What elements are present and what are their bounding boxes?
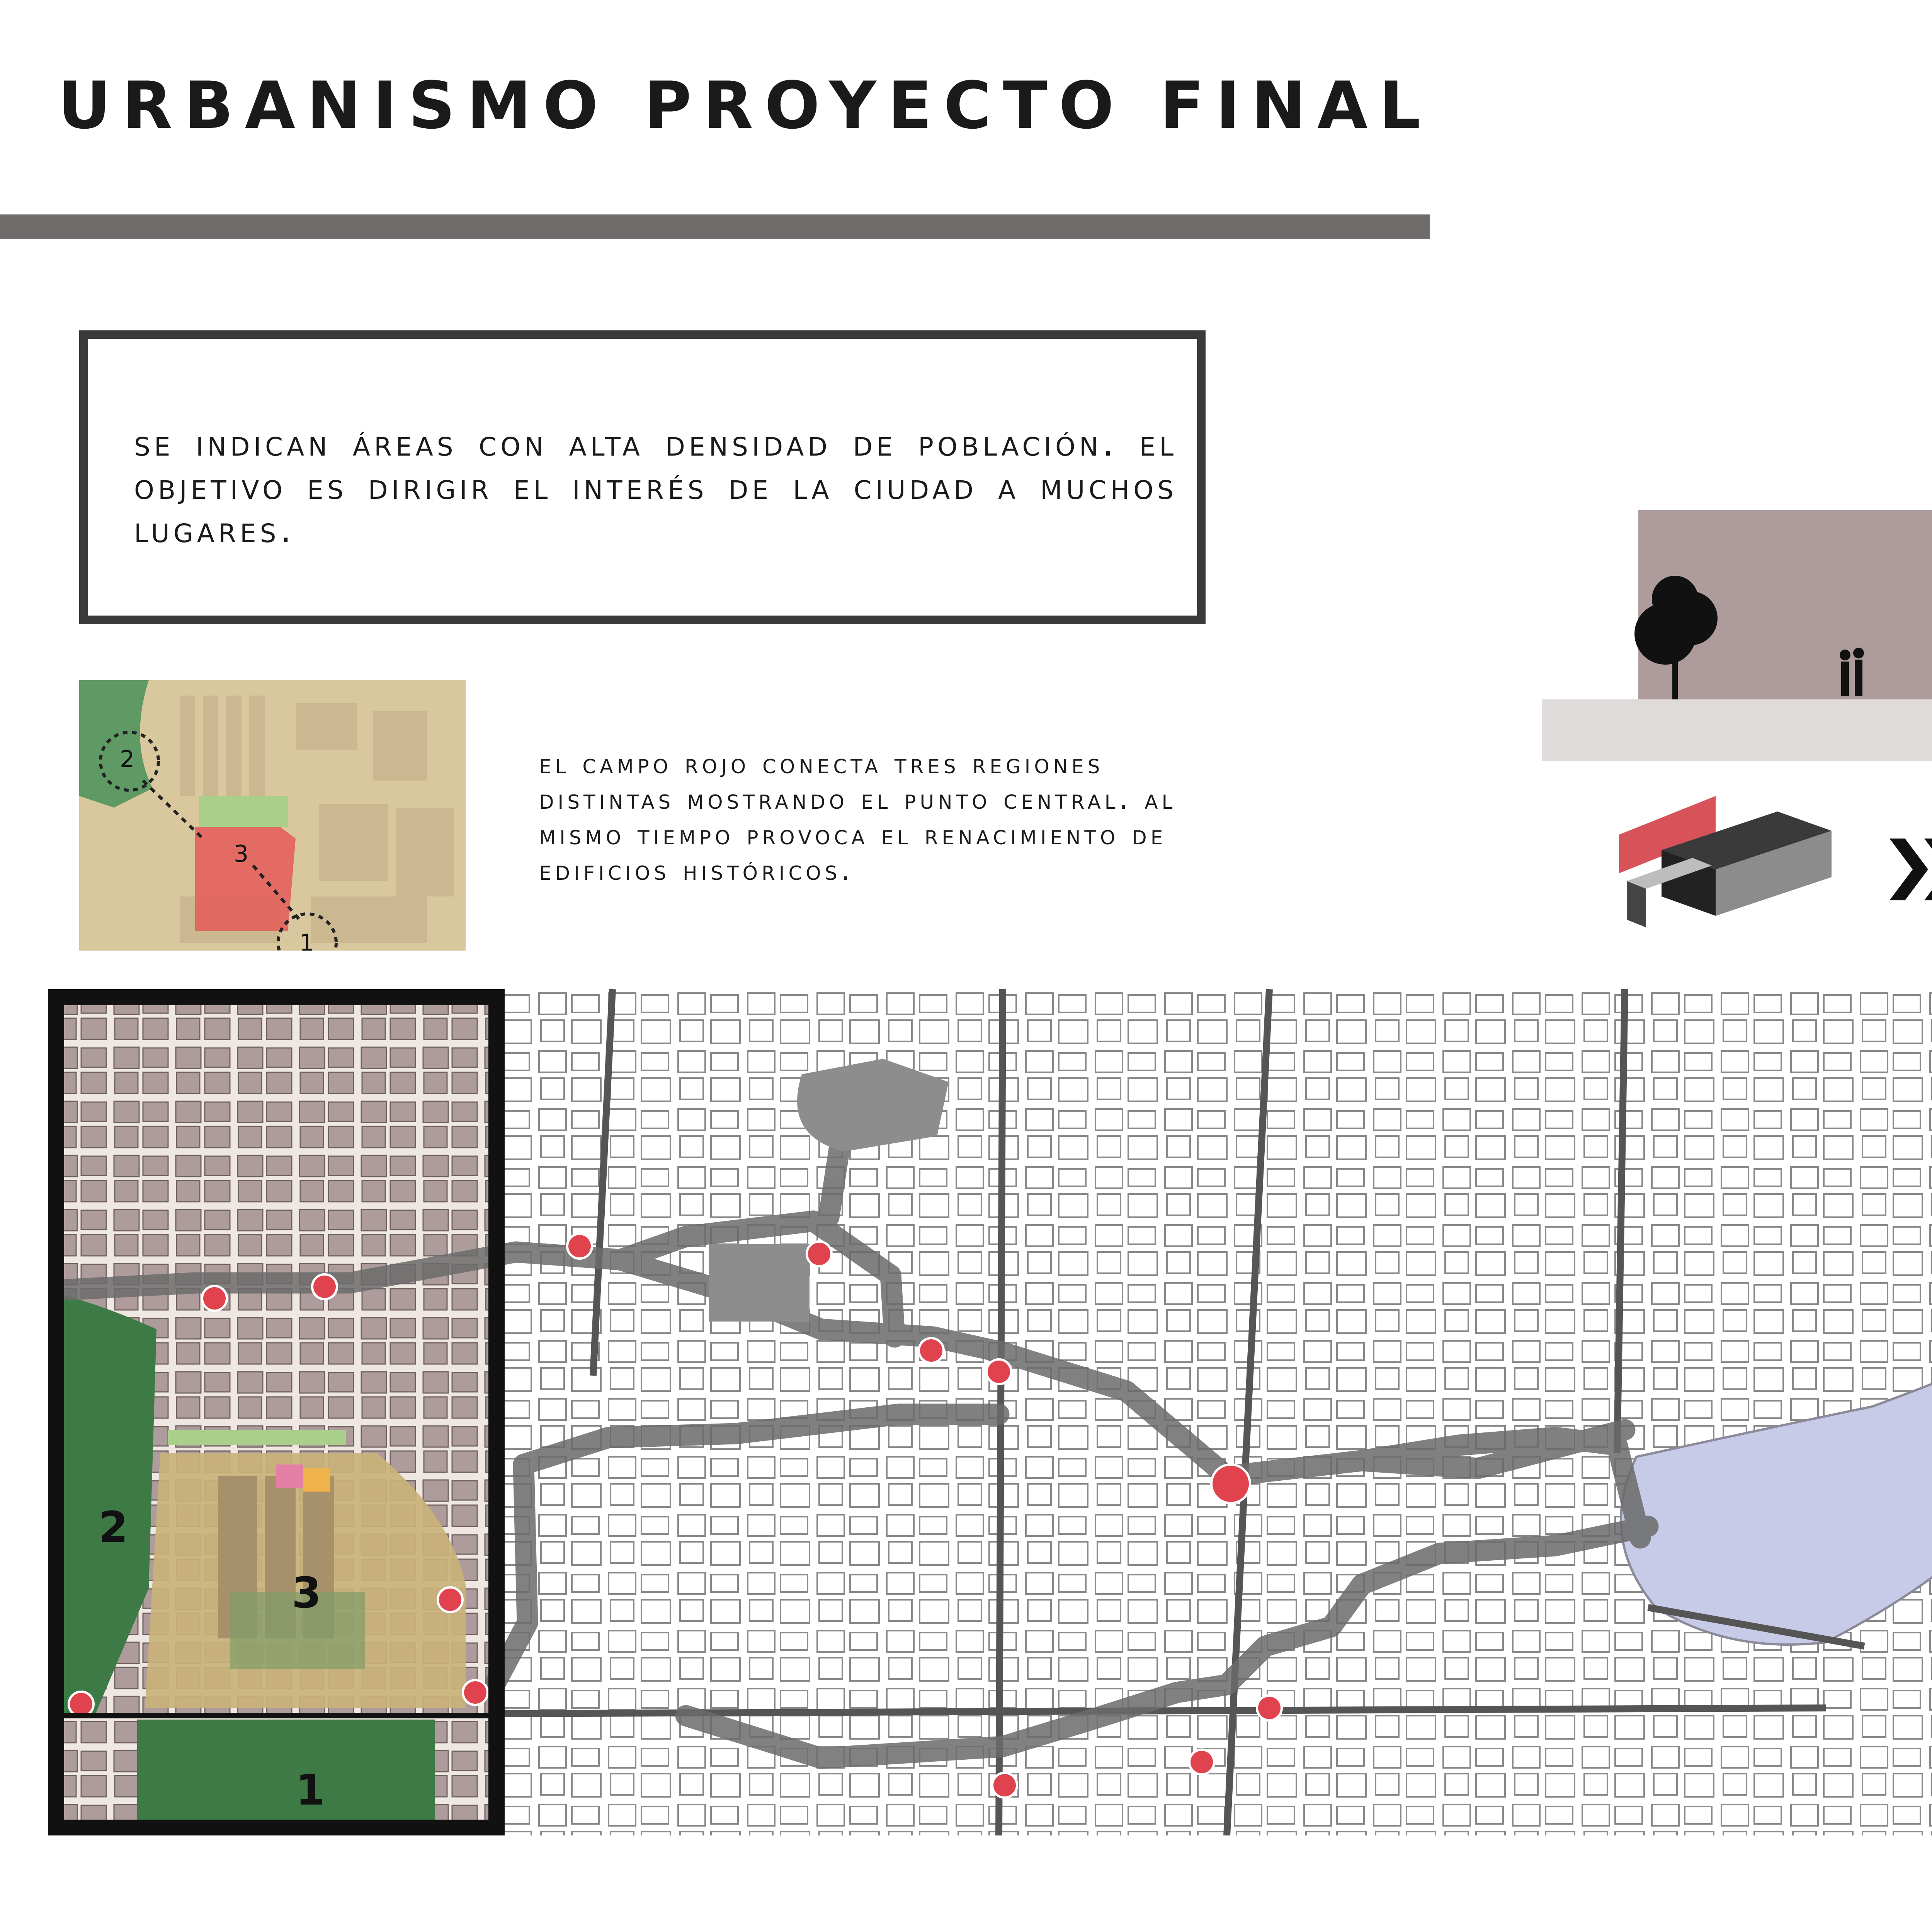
inset-label-1: 1	[299, 929, 315, 951]
page-title: URBANISMO PROYECTO FINAL	[58, 68, 1432, 143]
map-label-2: 2	[99, 1502, 128, 1552]
intro-box	[79, 330, 1206, 624]
section-illustration	[1542, 383, 1932, 769]
red-field-text: el campo rojo conecta tres regiones distintas mostrando el punto central. al mismo tiempo provoca el renacimiento de edificios históricos.	[539, 747, 1177, 886]
map-label-1: 1	[296, 1765, 325, 1815]
inset-map	[79, 680, 466, 951]
city-map	[48, 989, 1932, 1835]
inset-label-2: 2	[120, 746, 135, 773]
inset-label-3: 3	[234, 840, 249, 867]
map-label-3: 3	[292, 1568, 321, 1618]
title-underline	[0, 214, 1430, 239]
intro-text: se indican áreas con alta densidad de población. el objetivo es dirigir el interés de la ciudad a muchos lugares.	[134, 422, 1177, 551]
double-chevron-right-icon	[1889, 839, 1932, 900]
massing-diagram	[1615, 788, 1932, 947]
